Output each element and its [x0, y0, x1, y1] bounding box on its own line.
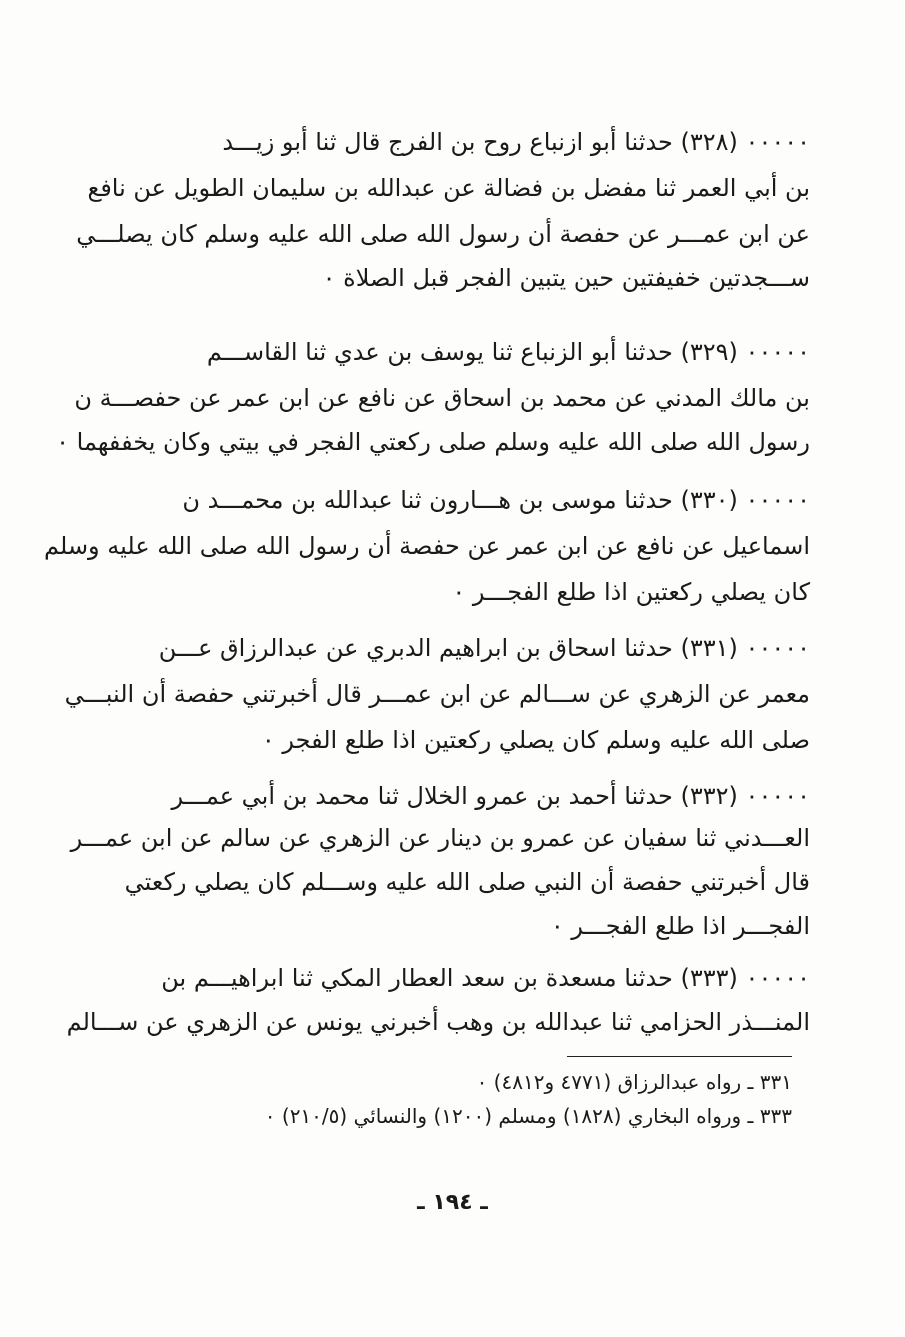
- hadith-332-line-4: الفجـــر اذا طلع الفجـــر ٠: [550, 912, 810, 940]
- hadith-328-line-3: عن ابن عمـــر عن حفصة أن رسول الله صلى الله عليه وسلم كان يصلـــي: [76, 220, 810, 248]
- hadith-332-line-3: قال أخبرتني حفصة أن النبي صلى الله عليه وســـلم كان يصلي ركعتي: [124, 868, 810, 896]
- hadith-330-line-2: اسماعيل عن نافع عن ابن عمر عن حفصة أن رسول الله صلى الله عليه وسلم: [44, 532, 810, 560]
- hadith-329-line-1: ٠٠٠٠٠ (٣٢٩) حدثنا أبو الزنباع ثنا يوسف بن عدي ثنا القاســـم: [206, 338, 810, 366]
- hadith-330-line-3: كان يصلي ركعتين اذا طلع الفجـــر ٠: [452, 578, 810, 606]
- hadith-330-line-1: ٠٠٠٠٠ (٣٣٠) حدثنا موسى بن هـــارون ثنا عبدالله بن محمـــد ن: [182, 486, 810, 514]
- footnote-333: ٣٣٣ ـ ورواه البخاري (١٨٢٨) ومسلم (١٢٠٠) والنسائي (٢١٠/٥) ٠: [264, 1104, 792, 1128]
- hadith-333-line-1: ٠٠٠٠٠ (٣٣٣) حدثنا مسعدة بن سعد العطار المكي ثنا ابراهيـــم بن: [161, 964, 810, 992]
- hadith-328-line-4: ســـجدتين خفيفتين حين يتبين الفجر قبل الصلاة ٠: [322, 264, 810, 292]
- hadith-328-line-1: ٠٠٠٠٠ (٣٢٨) حدثنا أبو ازنباع روح بن الفرج قال ثنا أبو زيـــد: [222, 128, 810, 156]
- hadith-331-line-1: ٠٠٠٠٠ (٣٣١) حدثنا اسحاق بن ابراهيم الدبري عن عبدالرزاق عـــن: [158, 634, 810, 662]
- hadith-332-line-1: ٠٠٠٠٠ (٣٣٢) حدثنا أحمد بن عمرو الخلال ثنا محمد بن أبي عمـــر: [171, 782, 810, 810]
- hadith-329-line-2: بن مالك المدني عن محمد بن اسحاق عن نافع عن ابن عمر عن حفصـــة ن: [74, 384, 810, 412]
- footnote-331: ٣٣١ ـ رواه عبدالرزاق (٤٧٧١ و٤٨١٢) ٠: [476, 1070, 792, 1094]
- hadith-329-line-3: رسول الله صلى الله عليه وسلم صلى ركعتي الفجر في بيتي وكان يخففهما ٠: [56, 428, 810, 456]
- page-number: ـ ١٩٤ ـ: [417, 1190, 488, 1215]
- hadith-332-line-2: العـــدني ثنا سفيان عن عمرو بن دينار عن الزهري عن سالم عن ابن عمـــر: [70, 824, 810, 852]
- hadith-331-line-3: صلى الله عليه وسلم كان يصلي ركعتين اذا طلع الفجر ٠: [261, 726, 810, 754]
- hadith-333-line-2: المنـــذر الحزامي ثنا عبدالله بن وهب أخبرني يونس عن الزهري عن ســـالم: [66, 1008, 810, 1036]
- hadith-328-line-2: بن أبي العمر ثنا مفضل بن فضالة عن عبدالله بن سليمان الطويل عن نافع: [87, 174, 810, 202]
- hadith-331-line-2: معمر عن الزهري عن ســـالم عن ابن عمـــر قال أخبرتني حفصة أن النبـــي: [64, 680, 810, 708]
- footnote-divider: [567, 1056, 792, 1057]
